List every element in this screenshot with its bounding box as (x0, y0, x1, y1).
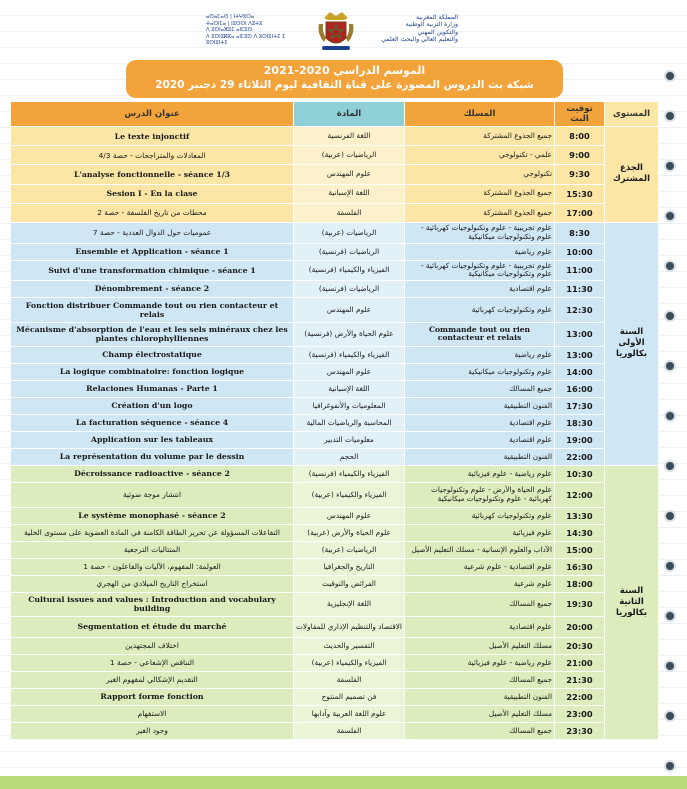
cell-stream: مسلك التعليم الأصيل (405, 637, 555, 654)
cell-time: 18:30 (555, 414, 605, 431)
cell-time: 16:30 (555, 558, 605, 575)
cell-stream: جميع الجذوع المشتركة (405, 203, 555, 222)
cell-subject: علوم الحياة والأرض (فرنسية) (294, 322, 405, 346)
cell-stream: جميع المسالك (405, 671, 555, 688)
table-row (11, 363, 659, 380)
table-row (11, 222, 659, 243)
cell-lesson: La logique combinatoire: fonction logique (11, 363, 294, 380)
cell-time: 20:30 (555, 637, 605, 654)
cell-stream: الفنون التطبيقية (405, 397, 555, 414)
cell-lesson: La représentation du volume par le dessin (11, 448, 294, 465)
level-label: الجذع المشترك (605, 127, 659, 223)
cell-subject: علوم المهندس (294, 297, 405, 322)
table-row (11, 280, 659, 297)
cell-subject: المحاسبة والرياضيات المالية (294, 414, 405, 431)
cell-subject: علوم اللغة العربية وآدابها (294, 705, 405, 722)
cell-lesson: L'analyse fonctionnelle - séance 1/3 (11, 165, 294, 184)
cell-stream: الآداب والعلوم الإنسانية - مسلك التعليم الأصيل (405, 541, 555, 558)
cell-lesson: انتشار موجة ضوئية (11, 482, 294, 507)
table-row (11, 203, 659, 222)
cell-subject: اللغة الإنجليزية (294, 592, 405, 616)
cell-lesson: Suivi d'une transformation chimique - séance 1 (11, 260, 294, 280)
cell-time: 18:00 (555, 575, 605, 592)
cell-stream: علوم رياضية - علوم فيزيائية (405, 465, 555, 482)
cell-time: 8:00 (555, 127, 605, 146)
table-row (11, 431, 659, 448)
table-row (11, 414, 659, 431)
ministry-name-arabic (358, 14, 458, 44)
table-row (11, 507, 659, 524)
ministry-line: والتعليم العالي والبحث العلمي (381, 36, 458, 44)
cell-subject: الرياضيات (فرنسية) (294, 243, 405, 260)
binder-ring-icon (666, 562, 674, 570)
cell-time: 22:00 (555, 448, 605, 465)
cell-time: 13:00 (555, 322, 605, 346)
cell-subject: علوم المهندس (294, 507, 405, 524)
binder-ring-icon (666, 162, 674, 170)
cell-subject: الفلسفة (294, 671, 405, 688)
cell-subject: الفيزياء والكيمياء (فرنسية) (294, 260, 405, 280)
cell-stream: علوم وتكنولوجيات ميكانيكية (405, 363, 555, 380)
cell-stream: علوم اقتصادية (405, 431, 555, 448)
cell-stream: علوم شرعية (405, 575, 555, 592)
table-row (11, 165, 659, 184)
binder-ring-icon (666, 762, 674, 770)
cell-stream: علوم الحياة والأرض - علوم وتكنولوجيات كهربائية - علوم وتكنولوجيات ميكانيكية (405, 482, 555, 507)
binder-ring-icon (666, 362, 674, 370)
table-row (11, 127, 659, 146)
binder-ring-icon (666, 612, 674, 620)
table-row (11, 184, 659, 203)
table-row (11, 524, 659, 541)
cell-lesson: Décroissance radioactive - séance 2 (11, 465, 294, 482)
binder-rings (666, 72, 678, 772)
table-row (11, 654, 659, 671)
table-row (11, 558, 659, 575)
table-header-row (11, 102, 659, 127)
cell-lesson: التفاعلات المسؤولة عن تحرير الطاقة الكامنة في المادة العضوية على مستوى الخلية (11, 524, 294, 541)
cell-lesson: التقديم الإشكالي لمفهوم الغير (11, 671, 294, 688)
cell-stream: جميع الجذوع المشتركة (405, 127, 555, 146)
cell-subject: الفرائض والتوقيت (294, 575, 405, 592)
cell-time: 23:00 (555, 705, 605, 722)
cell-lesson: Champ électrostatique (11, 346, 294, 363)
ministry-line: ⴷ ⵓⵙⵏⵓⴽⴽⴰ ⴰⵏⵎⵓⵙ ⴷ ⵓⵙⵏⵓⵏⵜⵉ ⵉ ⵓⵙⵏⵓⵏⵜⵉ (206, 33, 286, 47)
cell-lesson: العولمة: المفهوم، الآليات والفاعلون - حصة 1 (11, 558, 294, 575)
cell-subject: اللغة الإسبانية (294, 380, 405, 397)
banner-title: الموسم الدراسي 2020-2021 (263, 64, 426, 77)
cell-stream: تكنولوجي (405, 165, 555, 184)
cell-time: 12:00 (555, 482, 605, 507)
table-row (11, 482, 659, 507)
schedule-table (10, 101, 659, 740)
ministry-line: وزارة التربية الوطنية (405, 21, 458, 29)
cell-stream: علوم اقتصادية (405, 414, 555, 431)
cell-time: 11:00 (555, 260, 605, 280)
cell-subject: الفيزياء والكيمياء (عربية) (294, 482, 405, 507)
table-row (11, 146, 659, 165)
cell-time: 15:00 (555, 541, 605, 558)
cell-subject: فن تصميم المنتوج (294, 688, 405, 705)
table-row (11, 322, 659, 346)
table-row (11, 243, 659, 260)
cell-stream: الفنون التطبيقية (405, 688, 555, 705)
cell-lesson: Application sur les tableaux (11, 431, 294, 448)
cell-lesson: Le texte injonctif (11, 127, 294, 146)
level-label: السنة الثانية بكالوريا (605, 465, 659, 739)
cell-lesson: الاستفهام (11, 705, 294, 722)
table-row (11, 705, 659, 722)
cell-lesson: Cultural issues and values : Introduction and vocabulary building (11, 592, 294, 616)
cell-stream: جميع المسالك (405, 722, 555, 739)
table-row (11, 541, 659, 558)
binder-ring-icon (666, 72, 674, 80)
cell-lesson: التناقص الإشعاعي - حصة 1 (11, 654, 294, 671)
cell-lesson: Rapport forme fonction (11, 688, 294, 705)
cell-subject: الرياضيات (عربية) (294, 541, 405, 558)
binder-ring-icon (666, 312, 674, 320)
table-row (11, 575, 659, 592)
cell-subject: علوم المهندس (294, 165, 405, 184)
cell-lesson: المتتاليات الترجعية (11, 541, 294, 558)
cell-time: 16:00 (555, 380, 605, 397)
cell-time: 12:30 (555, 297, 605, 322)
cell-lesson: La facturation séquence - séance 4 (11, 414, 294, 431)
ministry-line: ⵜⴰⵙⵏⵎⴰ | ⵏⵓⵙⵙⵏ ⴷⵓⵜⵓ (206, 20, 263, 27)
title-banner (126, 60, 563, 98)
binder-ring-icon (666, 412, 674, 420)
column-header-time: توقيت البث (555, 102, 605, 127)
cell-subject: الرياضيات (عربية) (294, 146, 405, 165)
cell-subject: الاقتصاد والتنظيم الإداري للمقاولات (294, 616, 405, 637)
table-row (11, 260, 659, 280)
cell-subject: التاريخ والجغرافيا (294, 558, 405, 575)
cell-stream: علوم اقتصادية (405, 616, 555, 637)
cell-stream: علوم وتكنولوجيات كهربائية (405, 297, 555, 322)
cell-lesson: استخراج التاريخ الميلادي من الهجري (11, 575, 294, 592)
table-row (11, 448, 659, 465)
binder-ring-icon (666, 462, 674, 470)
cell-stream: مسلك التعليم الأصيل (405, 705, 555, 722)
cell-time: 9:00 (555, 146, 605, 165)
cell-stream: علوم رياضية (405, 346, 555, 363)
cell-stream: علوم اقتصادية (405, 280, 555, 297)
cell-lesson: وجود الغير (11, 722, 294, 739)
table-row (11, 380, 659, 397)
column-header-level: المستوى (605, 102, 659, 127)
cell-subject: الفلسفة (294, 722, 405, 739)
binder-ring-icon (666, 112, 674, 120)
cell-stream: علوم تجريبية - علوم وتكنولوجيات كهربائية - علوم وتكنولوجيات ميكانيكية (405, 260, 555, 280)
cell-lesson: Mécanisme d'absorption de l'eau et les sels minéraux chez les plantes chlorophylliennes (11, 322, 294, 346)
cell-stream: الفنون التطبيقية (405, 448, 555, 465)
cell-lesson: Fonction distribuer Commande tout ou rien contacteur et relais (11, 297, 294, 322)
cell-lesson: Segmentation et étude du marché (11, 616, 294, 637)
cell-subject: الرياضيات (فرنسية) (294, 280, 405, 297)
cell-time: 21:00 (555, 654, 605, 671)
cell-time: 20:00 (555, 616, 605, 637)
cell-subject: التفسير والحديث (294, 637, 405, 654)
binder-ring-icon (666, 712, 674, 720)
binder-ring-icon (666, 212, 674, 220)
cell-stream: علوم فيزيائية (405, 524, 555, 541)
table-row (11, 671, 659, 688)
cell-subject: الفلسفة (294, 203, 405, 222)
cell-subject: اللغة الفرنسية (294, 127, 405, 146)
table-row (11, 346, 659, 363)
cell-lesson: Sesion I - En la clase (11, 184, 294, 203)
cell-stream: Commande tout ou rien contacteur et relais (405, 322, 555, 346)
cell-lesson: Dénombrement - séance 2 (11, 280, 294, 297)
table-row (11, 465, 659, 482)
cell-lesson: Relaciones Humanas - Parte 1 (11, 380, 294, 397)
ministry-line: ⴰⵙⴰⵎⴰⵙ | ⵏⵜⵖⵓⵔⴰ (206, 14, 255, 20)
table-row (11, 616, 659, 637)
cell-subject: المعلوميات والأنفوغرافيا (294, 397, 405, 414)
cell-time: 10:30 (555, 465, 605, 482)
cell-subject: الفيزياء والكيمياء (فرنسية) (294, 346, 405, 363)
cell-time: 21:30 (555, 671, 605, 688)
cell-time: 15:30 (555, 184, 605, 203)
cell-time: 17:00 (555, 203, 605, 222)
binder-ring-icon (666, 662, 674, 670)
table-row (11, 688, 659, 705)
banner-subtitle: شبكة بث الدروس المصورة على قناة الثقافية ليوم الثلاثاء 29 دجنبر 2020 (155, 79, 534, 91)
table-row (11, 722, 659, 739)
cell-lesson: محطات من تاريخ الفلسفة - حصة 2 (11, 203, 294, 222)
cell-time: 19:00 (555, 431, 605, 448)
column-header-stream: المسلك (405, 102, 555, 127)
table-row (11, 297, 659, 322)
cell-subject: الرياضيات (عربية) (294, 222, 405, 243)
ministry-name-amazigh (206, 14, 306, 47)
cell-lesson: عموميات حول الدوال العددية - حصة 7 (11, 222, 294, 243)
cell-stream: جميع المسالك (405, 380, 555, 397)
cell-subject: الحجم (294, 448, 405, 465)
cell-time: 19:30 (555, 592, 605, 616)
cell-subject: الفيزياء والكيمياء (عربية) (294, 654, 405, 671)
ministry-line: ⴷ ⵓⵙⵏⴰⵣⵓⵎ ⴰⵏⵎⵓⵙ (206, 27, 253, 34)
cell-time: 13:30 (555, 507, 605, 524)
cell-subject: الفيزياء والكيمياء (فرنسية) (294, 465, 405, 482)
cell-lesson: المعادلات والمتراجحات - حصة 4/3 (11, 146, 294, 165)
cell-lesson: Création d'un logo (11, 397, 294, 414)
cell-subject: معلوميات التدبير (294, 431, 405, 448)
schedule-body (11, 127, 659, 740)
cell-stream: علوم وتكنولوجيات كهربائية (405, 507, 555, 524)
cell-time: 9:30 (555, 165, 605, 184)
cell-subject: علوم الحياة والأرض (عربية) (294, 524, 405, 541)
cell-lesson: Ensemble et Application - séance 1 (11, 243, 294, 260)
cell-subject: اللغة الإسبانية (294, 184, 405, 203)
cell-stream: علوم تجريبية - علوم وتكنولوجيات كهربائية - علوم وتكنولوجيات ميكانيكية (405, 222, 555, 243)
ministry-line: والتكوين المهني (417, 28, 458, 36)
cell-stream: علوم رياضية - علوم فيزيائية (405, 654, 555, 671)
cell-time: 11:30 (555, 280, 605, 297)
binder-ring-icon (666, 512, 674, 520)
table-row (11, 637, 659, 654)
cell-subject: علوم المهندس (294, 363, 405, 380)
level-label: السنة الأولى بكالوريا (605, 222, 659, 465)
cell-lesson: Le système monophasé - séance 2 (11, 507, 294, 524)
royal-emblem-icon (316, 8, 356, 52)
cell-time: 10:00 (555, 243, 605, 260)
cell-time: 8:30 (555, 222, 605, 243)
table-row (11, 592, 659, 616)
column-header-lesson: عنوان الدرس (11, 102, 294, 127)
cell-time: 22:00 (555, 688, 605, 705)
binder-ring-icon (666, 262, 674, 270)
cell-time: 17:30 (555, 397, 605, 414)
cell-time: 14:30 (555, 524, 605, 541)
cell-time: 13:00 (555, 346, 605, 363)
cell-stream: علوم رياضية (405, 243, 555, 260)
cell-time: 14:00 (555, 363, 605, 380)
cell-lesson: اختلاف المجتهدين (11, 637, 294, 654)
table-row (11, 397, 659, 414)
cell-stream: علوم اقتصادية - علوم شرعية (405, 558, 555, 575)
cell-stream: علمي - تكنولوجي (405, 146, 555, 165)
cell-time: 23:30 (555, 722, 605, 739)
column-header-subject: المادة (294, 102, 405, 127)
bottom-bar (0, 776, 687, 789)
cell-stream: جميع المسالك (405, 592, 555, 616)
page-header (0, 0, 687, 58)
cell-stream: جميع الجذوع المشتركة (405, 184, 555, 203)
ministry-line: المملكة المغربية (416, 14, 458, 21)
